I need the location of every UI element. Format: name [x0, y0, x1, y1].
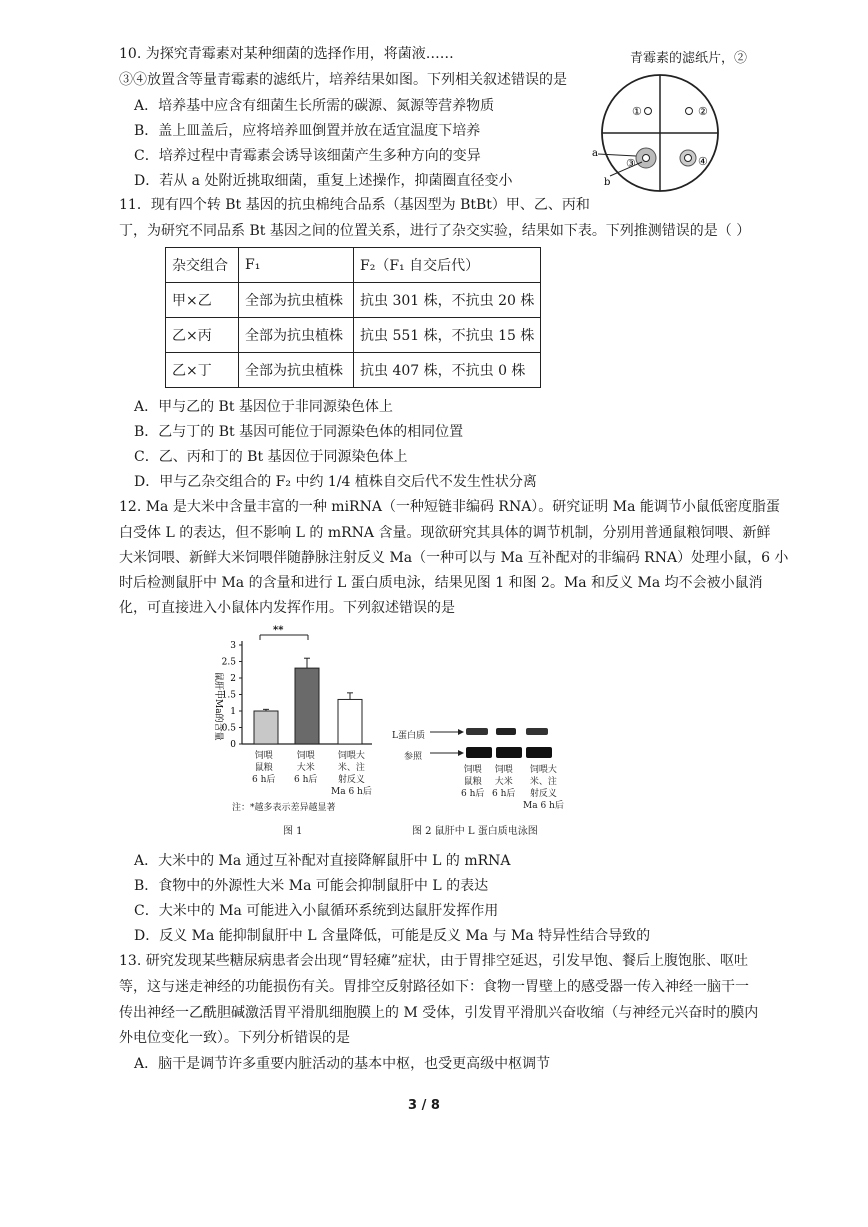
- label-line: 饲喂: [296, 751, 315, 761]
- gel-band-ref-1: [466, 747, 492, 758]
- table-header-cell: F₂（F₁ 自交后代）: [354, 248, 541, 283]
- arrow-ref-head: [458, 750, 464, 756]
- label-line: 鼠粮: [463, 777, 482, 787]
- table-row: [166, 353, 541, 388]
- q11-option-b: B．乙与丁的 Bt 基因可能位于同源染色体的相同位置: [134, 424, 464, 440]
- label-line: 射反义: [337, 775, 365, 785]
- q10-option-b: B．盖上皿盖后，应将培养皿倒置并放在适宜温度下培养: [134, 123, 481, 139]
- q13-stem-line3: 传出神经一乙酰胆碱激活胃平滑肌细胞膜上的 M 受体，引发胃平滑肌兴奋收缩（与神经元兴奋时的膜内: [119, 1005, 759, 1021]
- label-line: 6 h后: [252, 775, 276, 785]
- y-tick-label: 2: [230, 674, 236, 684]
- y-tick-label: 0: [230, 740, 236, 750]
- fig1-note: 注：*越多表示差异越显著: [232, 803, 336, 813]
- chart-yticks: [222, 641, 242, 750]
- label-line: 6 h后: [492, 789, 516, 799]
- table-cell: 抗虫 301 株，不抗虫 20 株: [354, 283, 541, 318]
- q10-option-c: C．培养过程中青霉素会诱导该细菌产生多种方向的变异: [134, 148, 481, 164]
- q13-stem-line4: 外电位变化一致）。下列分析错误的是: [119, 1030, 350, 1046]
- q12-stem-line1: 12. Ma 是大米中含量丰富的一种 miRNA（一种短链非编码 RNA）。研究证明 Ma 能调节小鼠低密度脂蛋: [119, 499, 780, 515]
- gel-band-l-2: [496, 728, 516, 735]
- q10-option-a: A．培养基中应含有细菌生长所需的碳源、氮源等营养物质: [134, 98, 495, 114]
- significance-mark: **: [273, 625, 284, 636]
- table-cell: 乙×丁: [166, 353, 239, 388]
- gel-band-l-1: [466, 728, 488, 735]
- dish-label-3: ③: [626, 157, 636, 170]
- label-line: Ma 6 h后: [523, 801, 564, 811]
- bar: [254, 711, 278, 744]
- gel-band-l-3: [526, 728, 548, 735]
- table-cell: 乙×丙: [166, 318, 239, 353]
- bar: [295, 668, 319, 744]
- q12-stem-line4: 时后检测鼠肝中 Ma 的含量和进行 L 蛋白质电泳，结果见图 1 和图 2。Ma 和反义 Ma 均不会被小鼠消: [119, 575, 763, 591]
- label-line: 饲喂: [463, 765, 482, 775]
- filter-paper-4: [685, 155, 692, 162]
- filter-paper-1: [645, 108, 652, 115]
- table-header-cell: F₁: [239, 248, 354, 283]
- q10-stem-line1: 10. 为探究青霉素对某种细菌的选择作用，将菌液……: [119, 46, 454, 62]
- q11-option-d: D．甲与乙杂交组合的 F₂ 中约 1/4 植株自交后代不发生性状分离: [134, 474, 537, 490]
- table-cell: 全部为抗虫植株: [239, 283, 354, 318]
- arrow-l-head: [458, 729, 464, 735]
- label-line: 饲喂大: [529, 765, 557, 775]
- table-cell: 抗虫 407 株，不抗虫 0 株: [354, 353, 541, 388]
- q13-stem-line2: 等，这与迷走神经的功能损伤有关。胃排空反射路径如下：食物一胃壁上的感受器一传入神经一脑干一: [119, 979, 749, 995]
- q10-stem-line2: ③④放置含等量青霉素的滤纸片，培养结果如图。下列相关叙述错误的是: [119, 72, 567, 88]
- q10-option-d: D．若从 a 处附近挑取细菌，重复上述操作，抑菌圈直径变小: [134, 173, 513, 189]
- label-line: 饲喂: [254, 751, 273, 761]
- q10-stem-line1-right: 青霉素的滤纸片，②: [630, 51, 748, 66]
- label-line: 射反义: [529, 789, 557, 799]
- q12-option-c: C．大米中的 Ma 可能进入小鼠循环系统到达鼠肝发挥作用: [134, 903, 499, 919]
- cross-result-table: [165, 247, 541, 388]
- label-line: 鼠粮: [254, 763, 273, 773]
- q12-option-b: B．食物中的外源性大米 Ma 可能会抑制鼠肝中 L 的表达: [134, 878, 489, 894]
- fig2-lane-3: [523, 764, 564, 812]
- gel-label-reference: 参照: [404, 752, 423, 762]
- label-line: 饲喂大: [337, 751, 365, 761]
- chart-ylabel: 鼠肝中Ma的含量: [213, 672, 223, 741]
- gel-image: [430, 722, 570, 762]
- q12-stem-line2: 白受体 L 的表达，但不影响 L 的 mRNA 含量。现欲研究其具体的调节机制，分别用普通鼠粮饲喂、新鲜: [119, 525, 771, 541]
- q12-option-a: A．大米中的 Ma 通过互补配对直接降解鼠肝中 L 的 mRNA: [134, 853, 511, 869]
- pointer-a: [598, 154, 636, 156]
- label-line: 大米: [296, 763, 315, 773]
- q12-stem-line5: 化，可直接进入小鼠体内发挥作用。下列叙述错误的是: [119, 600, 455, 616]
- fig1-category-1: [252, 750, 275, 786]
- q11-option-a: A．甲与乙的 Bt 基因位于非同源染色体上: [134, 399, 393, 415]
- dish-label-4: ④: [698, 155, 708, 168]
- label-line: 6 h后: [461, 789, 485, 799]
- table-row: [166, 318, 541, 353]
- dish-label-1: ①: [632, 105, 642, 118]
- label-line: 大米: [494, 777, 513, 787]
- label-line: Ma 6 h后: [331, 787, 372, 797]
- q12-stem-line3: 大米饲喂、新鲜大米饲喂伴随静脉注射反义 Ma（一种可以与 Ma 互补配对的非编码 RNA）处理小鼠，6 小: [119, 550, 789, 566]
- q11-stem-line2: 丁，为研究不同品系 Bt 基因之间的位置关系，进行了杂交实验，结果如下表。下列推测错误的是（ ）: [119, 223, 751, 239]
- fig1-category-2: [294, 750, 317, 786]
- dish-label-2: ②: [698, 105, 708, 118]
- dish-label-b: b: [604, 177, 611, 188]
- bar: [338, 699, 362, 744]
- label-line: 饲喂: [494, 765, 513, 775]
- dish-label-a: a: [592, 148, 598, 159]
- figure-1-bar-chart: [200, 620, 400, 850]
- q11-stem-line1: 11．现有四个转 Bt 基因的抗虫棉纯合品系（基因型为 BtBt）甲、乙、丙和: [119, 197, 590, 213]
- table-header-row: [166, 248, 541, 283]
- fig2-lane-1: [461, 764, 484, 800]
- y-tick-label: 3: [230, 641, 236, 651]
- q12-option-d: D．反义 Ma 能抑制鼠肝中 L 含量降低，可能是反义 Ma 与 Ma 特异性结合导致的: [134, 928, 651, 944]
- y-tick-label: 1.5: [221, 690, 236, 701]
- table-cell: 甲×乙: [166, 283, 239, 318]
- table-cell: 全部为抗虫植株: [239, 353, 354, 388]
- y-tick-label: 2.5: [221, 657, 236, 668]
- fig2-lane-2: [492, 764, 515, 800]
- table-header-cell: 杂交组合: [166, 248, 239, 283]
- gel-band-ref-3: [526, 747, 552, 758]
- fig2-caption: 图 2 鼠肝中 L 蛋白质电泳图: [412, 826, 538, 837]
- table-row: [166, 283, 541, 318]
- fig1-caption: 图 1: [283, 826, 303, 837]
- fig1-category-3: [331, 750, 372, 798]
- label-line: 6 h后: [294, 775, 318, 785]
- table-cell: 全部为抗虫植株: [239, 318, 354, 353]
- q13-option-a: A．脑干是调节许多重要内脏活动的基本中枢，也受更高级中枢调节: [134, 1056, 551, 1072]
- chart-bars: [254, 658, 362, 744]
- label-line: 米、注: [529, 777, 557, 787]
- table-cell: 抗虫 551 株，不抗虫 15 株: [354, 318, 541, 353]
- label-line: 米、注: [337, 763, 365, 773]
- gel-band-ref-2: [496, 747, 522, 758]
- q11-option-c: C．乙、丙和丁的 Bt 基因位于同源染色体上: [134, 449, 408, 465]
- y-tick-label: 1: [230, 707, 236, 717]
- q13-stem-line1: 13. 研究发现某些糖尿病患者会出现“胃轻瘫”症状，由于胃排空延迟，引发早饱、餐后上腹饱胀、呕吐: [119, 953, 749, 969]
- page-number: 3 / 8: [408, 1098, 440, 1113]
- y-tick-label: 0.5: [221, 723, 236, 734]
- filter-paper-3: [643, 155, 650, 162]
- petri-dish-figure: [590, 70, 730, 200]
- filter-paper-2: [686, 108, 693, 115]
- gel-label-l-protein: L蛋白质: [392, 731, 425, 741]
